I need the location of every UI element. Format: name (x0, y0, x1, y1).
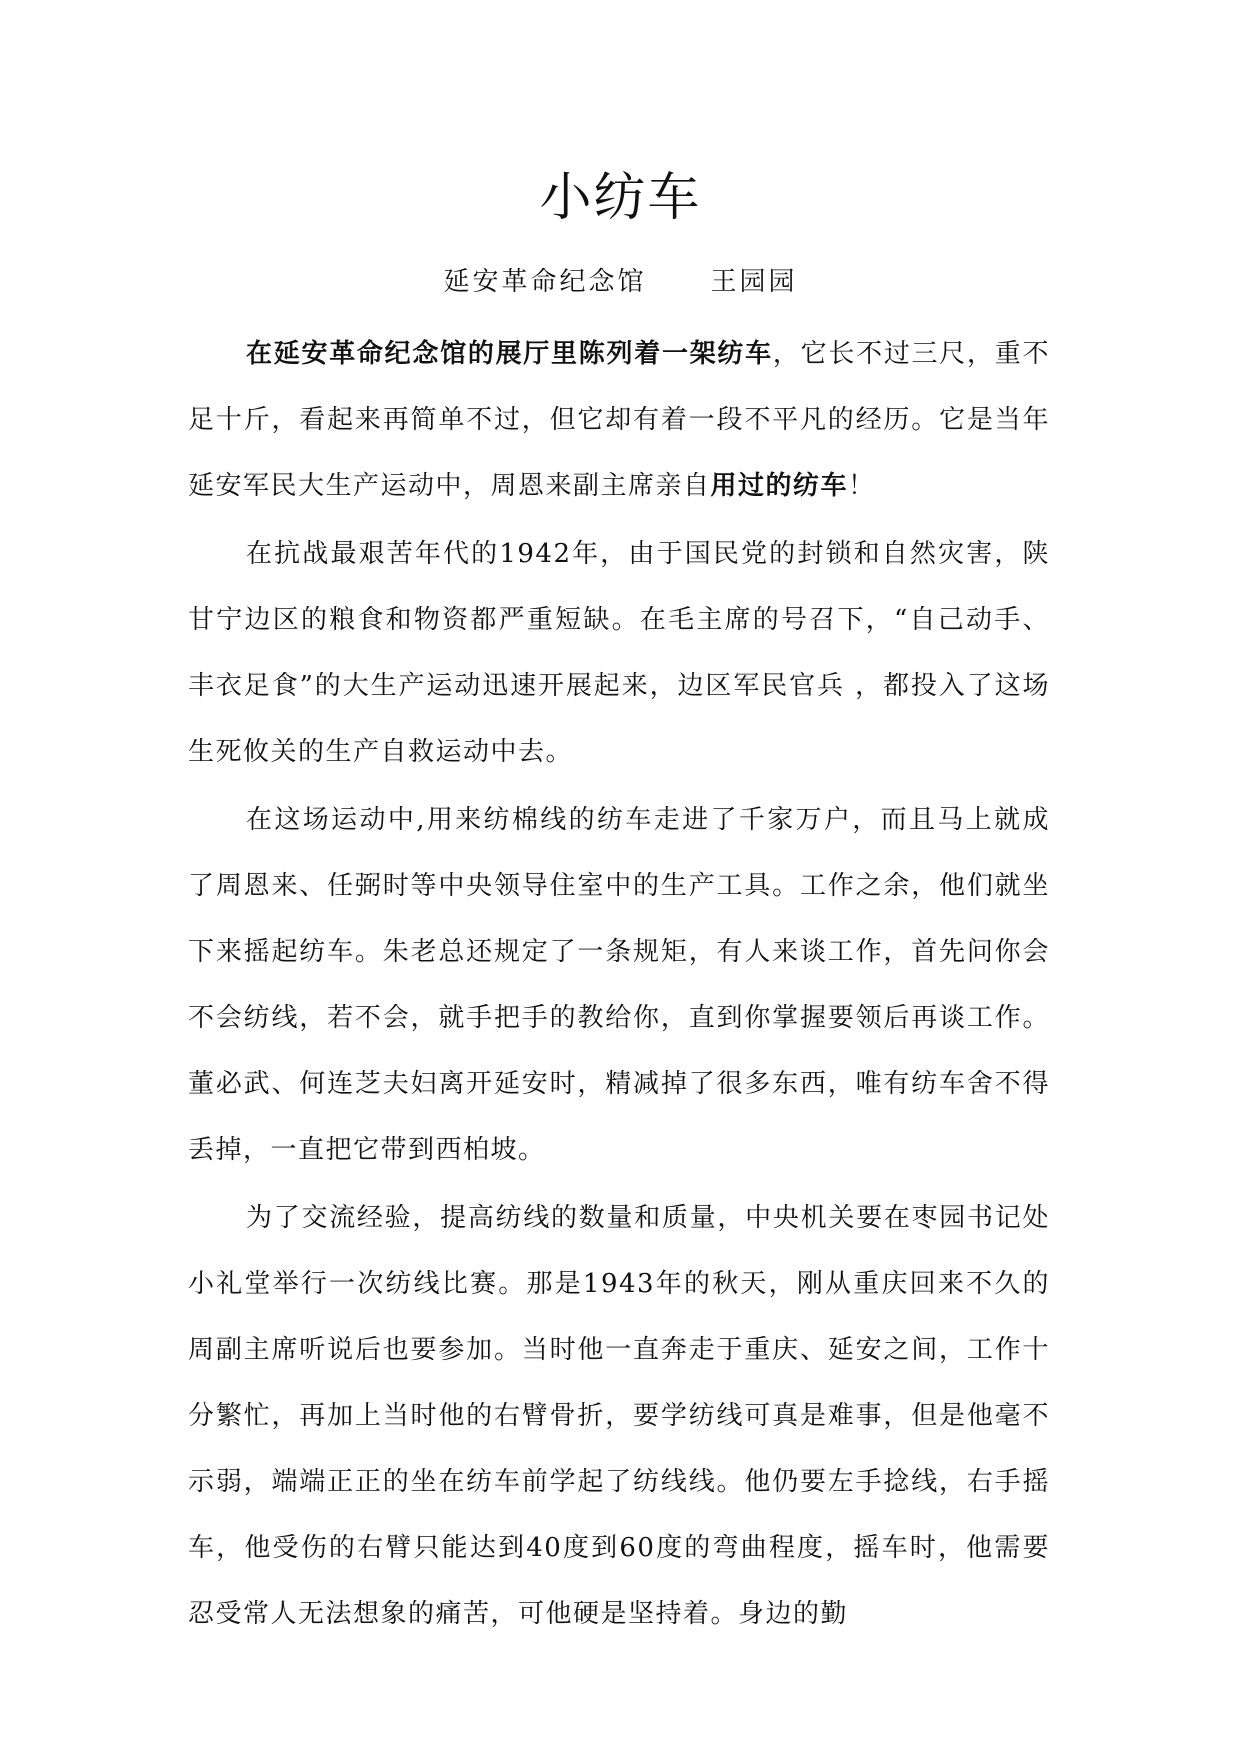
paragraph-1-end: ！ (848, 471, 876, 501)
paragraph-1-bold-lead: 在延安革命纪念馆的展厅里陈列着一架纺车 (246, 339, 773, 369)
paragraph-1-bold-tail: 用过的纺车 (710, 471, 849, 501)
byline (0, 262, 1241, 302)
document-title: 小纺车 (539, 168, 702, 228)
paragraph-3: 在这场运动中,用来纺棉线的纺车走进了千家万户，而且马上就成了周恩来、任弼时等中央领导住室中的生产工具。工作之余，他们就坐下来摇起纺车。朱老总还规定了一条规矩，有人来谈工作，首先问你会不会纺线，若不会，就手把手的教给你，直到你掌握要领后再谈工作。董必武、何连芝夫妇离开延安时，精减掉了很多东西，唯有纺车舍不得丢掉，一直把它带到西柏坡。 (188, 805, 1050, 1165)
paragraph-1 (188, 321, 1050, 519)
byline-author: 王园园 (710, 267, 798, 297)
paragraph-4: 为了交流经验，提高纺线的数量和质量，中央机关要在枣园书记处小礼堂举行一次纺线比赛。那是1943年的秋天，刚从重庆回来不久的周副主席听说后也要参加。当时他一直奔走于重庆、延安之间，工作十分繁忙，再加上当时他的右臂骨折，要学纺线可真是难事，但是他毫不示弱，端端正正的坐在纺车前学起了纺线线。他仍要左手捻线，右手摇车，他受伤的右臂只能达到40度到60度的弯曲程度，摇车时，他需要忍受常人无法想象的痛苦，可他硬是坚持着。身边的勤 (188, 1203, 1050, 1629)
paragraph-2: 在抗战最艰苦年代的1942年，由于国民党的封锁和自然灾害，陕甘宁边区的粮食和物资都严重短缺。在毛主席的号召下，“自己动手、丰衣足食”的大生产运动迅速开展起来，边区军民官兵 ，都投入了这场生死攸关的生产自救运动中去。 (188, 539, 1050, 767)
byline-institution: 延安革命纪念馆 (443, 267, 647, 297)
article-body (188, 321, 1050, 1647)
paragraph-1-text: ，它长不过三尺，重不足十斤，看起来再简单不过，但它却有着一段不平凡的经历。它是当年延安军民大生产运动中，周恩来副主席亲自 (188, 339, 1050, 501)
